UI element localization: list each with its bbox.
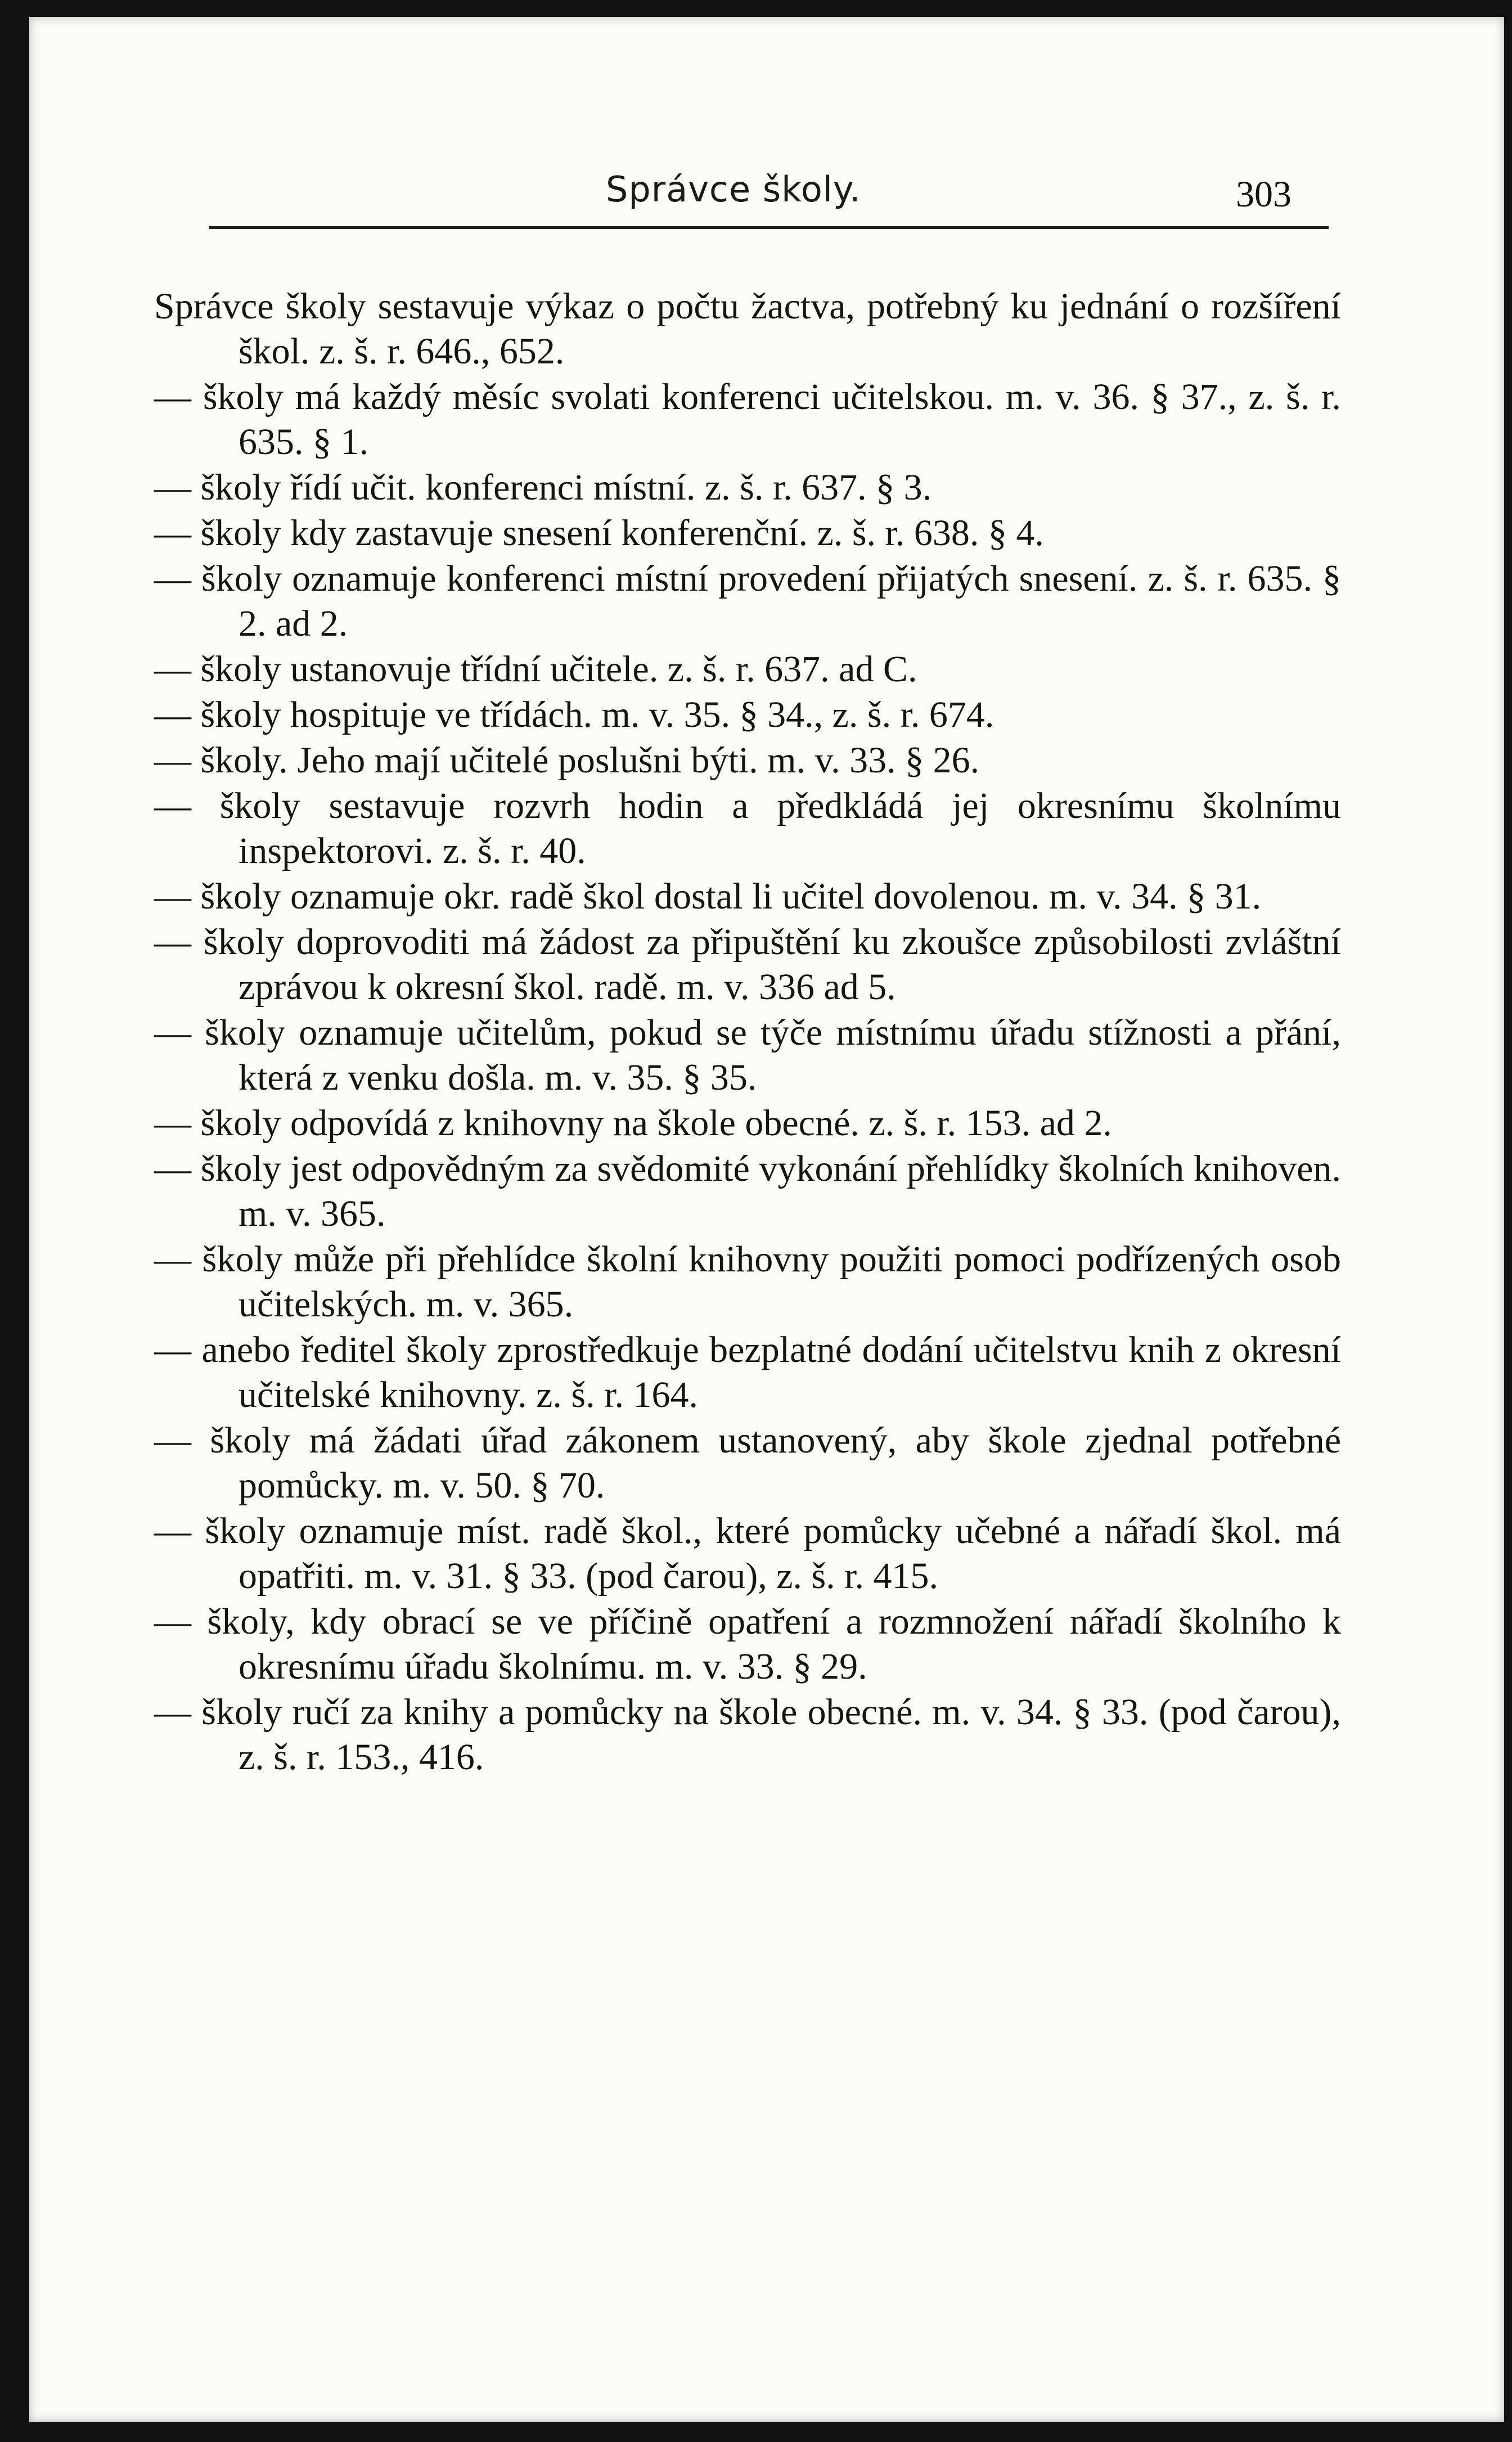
index-entry: — školy jest odpovědným za svědomité vykonání přehlídky školních knihoven. m. v. 365. xyxy=(154,1148,1341,1234)
index-entry: Správce školy sestavuje výkaz o počtu žactva, potřebný ku jednání o rozšíření škol. z. š. r. 646., 652. xyxy=(154,286,1341,372)
index-entry: — anebo ředitel školy zprostředkuje bezplatné dodání učitelstvu knih z okresní učitelské knihovny. z. š. r. 164. xyxy=(154,1329,1341,1415)
header-rule xyxy=(209,226,1329,229)
index-entry: — školy. Jeho mají učitelé poslušni býti. m. v. 33. § 26. xyxy=(154,740,980,781)
index-entry: — školy řídí učit. konferenci místní. z. š. r. 637. § 3. xyxy=(154,467,932,508)
page-number: 303 xyxy=(1236,174,1292,215)
index-entry: — školy oznamuje učitelům, pokud se týče místnímu úřadu stížnosti a přání, která z venku došla. m. v. 35. § 35. xyxy=(154,1012,1341,1098)
index-entry: — školy doprovoditi má žádost za připuštění ku zkoušce způsobilosti zvláštní zprávou k okresní škol. radě. m. v. 336 ad 5. xyxy=(154,921,1341,1008)
index-entry: — školy kdy zastavuje snesení konferenční. z. š. r. 638. § 4. xyxy=(154,512,1044,554)
index-entry: — školy má žádati úřad zákonem ustanovený, aby škole zjednal potřebné pomůcky. m. v. 50. § 70. xyxy=(154,1420,1341,1506)
running-title: Správce školy. xyxy=(606,169,861,210)
index-entry: — školy odpovídá z knihovny na škole obecné. z. š. r. 153. ad 2. xyxy=(154,1103,1112,1144)
index-entries xyxy=(154,284,1341,1780)
index-entry: — školy oznamuje okr. radě škol dostal li učitel dovolenou. m. v. 34. § 31. xyxy=(154,876,1262,917)
page-header xyxy=(29,158,1504,219)
index-entry: — školy, kdy obrací se ve příčině opatření a rozmnožení nářadí školního k okresnímu úřadu školnímu. m. v. 33. § 29. xyxy=(154,1601,1341,1687)
index-entry: — školy hospituje ve třídách. m. v. 35. § 34., z. š. r. 674. xyxy=(154,694,994,735)
index-entry: — školy oznamuje konferenci místní provedení přijatých snesení. z. š. r. 635. § 2. ad 2. xyxy=(154,558,1341,644)
index-entry: — školy má každý měsíc svolati konferenci učitelskou. m. v. 36. § 37., z. š. r. 635. § 1. xyxy=(154,376,1341,462)
index-entry: — školy sestavuje rozvrh hodin a předkládá jej okresnímu školnímu inspektorovi. z. š. r. 40. xyxy=(154,785,1341,871)
index-entry: — školy oznamuje míst. radě škol., které pomůcky učebné a nářadí škol. má opatřiti. m. v. 31. § 33. (pod čarou), z. š. r. 415. xyxy=(154,1510,1341,1596)
book-page xyxy=(29,17,1504,2422)
index-entry: — školy ustanovuje třídní učitele. z. š. r. 637. ad C. xyxy=(154,649,917,690)
index-entry: — školy může při přehlídce školní knihovny použiti pomoci podřízených osob učitelských. m. v. 365. xyxy=(154,1239,1341,1325)
index-entry: — školy ručí za knihy a pomůcky na škole obecné. m. v. 34. § 33. (pod čarou), z. š. r. 153., 416. xyxy=(154,1692,1341,1778)
